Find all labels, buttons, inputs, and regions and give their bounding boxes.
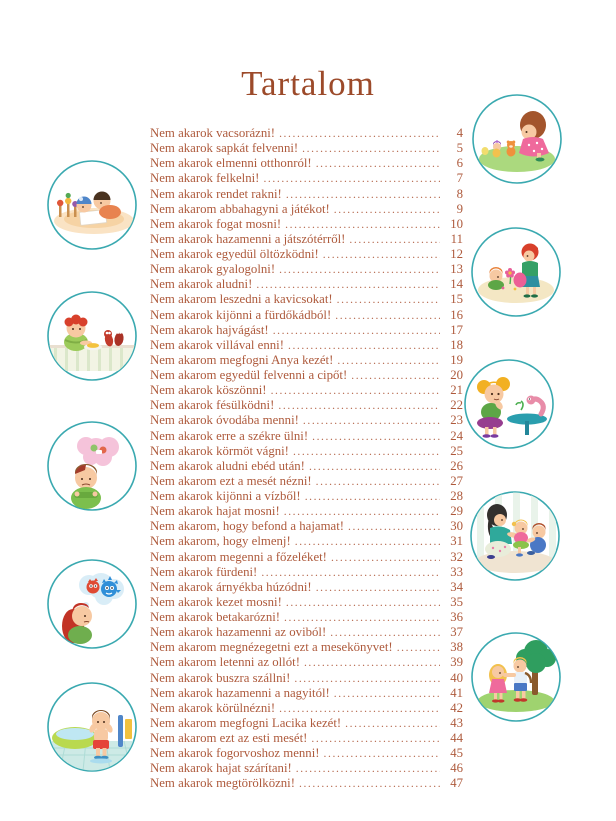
toc-entry (150, 489, 463, 504)
toc-entry-label: Nem akarok megtörölközni! (150, 776, 295, 791)
toc-entry (150, 595, 463, 610)
toc-entry (150, 232, 463, 247)
toc-entry-label: Nem akarok villával enni! (150, 337, 284, 352)
toc-leader-dots (256, 277, 440, 293)
toc-entry-page: 47 (450, 776, 463, 791)
toc-entry (150, 474, 463, 489)
toc-entry (150, 353, 463, 368)
toc-entry-label: Nem akarom, hogy elmenj! (150, 534, 291, 549)
toc-leader-dots (288, 338, 440, 354)
toc-entry-page: 28 (450, 489, 463, 503)
toc-leader-dots (337, 292, 440, 308)
toc-entry (150, 202, 463, 217)
toc-entry (150, 504, 463, 519)
toc-entry-label: Nem akarom megfogni Lacika kezét! (150, 715, 342, 730)
toc-entry (150, 413, 463, 428)
toc-entry-label: Nem akarom, hogy befond a hajamat! (150, 519, 345, 534)
toc-entry-label: Nem akarok hazamenni a nagyitól! (150, 685, 330, 700)
toc-leader-dots (279, 262, 440, 278)
toc-leader-dots (294, 671, 440, 687)
toc-entry-label: Nem akarok betakarózni! (150, 610, 281, 624)
kids-drawing-on-floor-illustration (46, 159, 138, 251)
toc-entry (150, 308, 463, 323)
toc-entry (150, 383, 463, 398)
toc-entry (150, 671, 463, 686)
toc-entry (150, 338, 463, 353)
toc-leader-dots (335, 308, 440, 324)
toc-leader-dots (305, 489, 440, 505)
toc-entry-page: 24 (450, 428, 463, 443)
boy-and-girl-by-tree-illustration (470, 631, 562, 723)
toc-entry-page: 40 (450, 670, 463, 685)
toc-entry (150, 459, 463, 474)
toc-leader-dots (309, 459, 440, 475)
toc-entry (150, 277, 463, 292)
boy-by-bathtub-illustration (46, 681, 138, 773)
toc-entry (150, 171, 463, 186)
toc-leader-dots (299, 776, 440, 792)
toc-entry (150, 368, 463, 383)
toc-entry (150, 429, 463, 444)
toc-entry-label: Nem akarom megenni a főzeléket! (150, 549, 327, 564)
toc-entry-label: Nem akarom ezt az esti mesét! (150, 731, 308, 745)
toc-leader-dots (311, 731, 440, 747)
toc-entry (150, 141, 463, 156)
toc-entry-page: 44 (450, 731, 463, 745)
toc-leader-dots (263, 171, 440, 187)
toc-entry-page: 31 (450, 534, 463, 549)
table-of-contents (150, 126, 463, 792)
mother-helping-two-children-illustration (469, 490, 561, 582)
toc-leader-dots (349, 232, 440, 248)
toc-entry-label: Nem akarok vacsorázni! (150, 126, 276, 140)
toc-entry-label: Nem akarok kezet mosni! (150, 594, 282, 609)
toc-entry-page: 43 (450, 715, 463, 730)
toc-entry (150, 686, 463, 701)
toc-entry-label: Nem akarok hajat szárítani! (150, 761, 292, 776)
toc-entry-page: 11 (450, 231, 463, 246)
toc-entry-label: Nem akarok óvodába menni! (150, 413, 299, 428)
toc-entry-page: 34 (450, 579, 463, 594)
toc-entry-label: Nem akarok egyedül öltözködni! (150, 247, 319, 261)
girl-playing-with-toys-illustration (471, 93, 563, 185)
toc-entry (150, 655, 463, 670)
toc-entry-label: Nem akarom egyedül felvenni a cipőt! (150, 368, 348, 382)
toc-entry-page: 42 (450, 700, 463, 715)
toc-entry-label: Nem akarom megnézegetni ezt a mesekönyvet! (150, 640, 393, 655)
toc-leader-dots (273, 323, 440, 339)
toc-entry-page: 20 (450, 368, 463, 382)
toc-entry (150, 126, 463, 141)
toc-entry (150, 776, 463, 791)
toc-entry (150, 550, 463, 565)
toc-entry (150, 640, 463, 655)
girl-with-worm-at-table-illustration (463, 358, 555, 450)
toc-entry (150, 292, 463, 307)
toc-leader-dots (279, 701, 440, 717)
toc-leader-dots (278, 398, 440, 414)
toc-entry-page: 46 (450, 761, 463, 776)
toc-entry-label: Nem akarok köszönni! (150, 383, 267, 398)
toc-leader-dots (312, 429, 440, 445)
toc-entry-page: 6 (456, 156, 463, 171)
toc-entry-page: 36 (450, 610, 463, 624)
toc-entry-page: 14 (450, 277, 463, 292)
toc-entry (150, 323, 463, 338)
mother-and-child-flowers-illustration (470, 226, 562, 318)
toc-entry-page: 32 (450, 549, 463, 564)
toc-entry-page: 26 (450, 458, 463, 473)
toc-entry (150, 731, 463, 746)
toc-entry (150, 625, 463, 640)
toc-leader-dots (351, 368, 440, 384)
toc-entry (150, 519, 463, 534)
toc-entry (150, 701, 463, 716)
toc-entry-page: 9 (456, 201, 463, 216)
toc-leader-dots (316, 580, 440, 596)
toc-entry-label: Nem akarom megfogni Anya kezét! (150, 352, 334, 367)
toc-leader-dots (334, 202, 440, 218)
toc-entry-label: Nem akarok aludni! (150, 277, 253, 292)
toc-entry-label: Nem akarok gyalogolni! (150, 262, 276, 277)
toc-entry-page: 25 (450, 443, 463, 458)
toc-entry-label: Nem akarok fésülködni! (150, 398, 275, 413)
toc-leader-dots (285, 217, 440, 233)
toc-leader-dots (323, 247, 440, 263)
toc-leader-dots (348, 519, 440, 535)
toc-entry-page: 30 (450, 519, 463, 534)
toc-entry-label: Nem akarok körülnézni! (150, 700, 276, 715)
girl-imagining-monsters-illustration (46, 558, 138, 650)
toc-entry-label: Nem akarok hajvágást! (150, 322, 269, 337)
toc-entry-page: 7 (456, 171, 463, 186)
toc-entry-page: 35 (450, 594, 463, 609)
toc-entry-label: Nem akarok elmenni otthonról! (150, 156, 312, 171)
grumpy-boy-daydreaming-illustration (46, 420, 138, 512)
toc-entry-page: 41 (450, 685, 463, 700)
toc-leader-dots (271, 383, 440, 399)
toc-entry-label: Nem akarok hazamenni az oviból! (150, 625, 327, 640)
toc-entry-page: 13 (450, 262, 463, 277)
toc-entry-label: Nem akarom leszedni a kavicsokat! (150, 292, 333, 307)
toc-entry-label: Nem akarok erre a székre ülni! (150, 428, 309, 443)
toc-entry (150, 746, 463, 761)
toc-entry-label: Nem akarok kijönni a fürdőkádból! (150, 307, 332, 322)
toc-leader-dots (295, 534, 440, 550)
toc-entry (150, 580, 463, 595)
toc-entry-page: 45 (450, 746, 463, 761)
toc-entry-page: 5 (456, 141, 463, 156)
toc-entry-page: 27 (450, 473, 463, 488)
toc-leader-dots (345, 716, 440, 732)
toc-entry (150, 217, 463, 232)
toc-entry-page: 12 (450, 247, 463, 261)
toc-entry-page: 19 (450, 352, 463, 367)
toc-entry-page: 37 (450, 625, 463, 640)
toc-entry-label: Nem akarok fogorvoshoz menni! (150, 746, 320, 761)
toc-entry-page: 17 (450, 322, 463, 337)
toc-entry (150, 534, 463, 549)
toc-leader-dots (316, 156, 440, 172)
toc-leader-dots (279, 126, 440, 142)
boy-at-table-with-puppets-illustration (46, 290, 138, 382)
toc-entry-page: 18 (450, 337, 463, 352)
toc-entry-page: 10 (450, 216, 463, 231)
toc-entry (150, 398, 463, 413)
toc-entry (150, 156, 463, 171)
toc-entry-label: Nem akarok aludni ebéd után! (150, 458, 305, 473)
toc-entry-label: Nem akarok felkelni! (150, 171, 260, 186)
toc-entry-page: 33 (450, 564, 463, 579)
toc-leader-dots (334, 686, 440, 702)
toc-entry-page: 22 (450, 398, 463, 413)
toc-entry-page: 16 (450, 307, 463, 322)
toc-leader-dots (286, 595, 440, 611)
toc-entry-label: Nem akarok árnyékba húzódni! (150, 579, 312, 594)
toc-entry (150, 247, 463, 262)
toc-entry-label: Nem akarok hajat mosni! (150, 504, 280, 519)
toc-leader-dots (302, 141, 440, 157)
toc-entry-page: 4 (456, 126, 463, 140)
toc-leader-dots (397, 640, 440, 656)
toc-entry-page: 8 (456, 186, 463, 201)
toc-leader-dots (284, 610, 440, 626)
toc-entry-label: Nem akarok rendet rakni! (150, 186, 282, 201)
toc-leader-dots (284, 504, 440, 520)
toc-entry-label: Nem akarom abbahagyni a játékot! (150, 201, 330, 216)
toc-entry-label: Nem akarom letenni az ollót! (150, 655, 300, 670)
toc-entry-label: Nem akarok fürdeni! (150, 564, 258, 579)
toc-entry (150, 262, 463, 277)
toc-entry-label: Nem akarok fogat mosni! (150, 216, 282, 231)
toc-entry (150, 187, 463, 202)
toc-leader-dots (330, 625, 440, 641)
toc-entry-page: 38 (450, 640, 463, 655)
page-title: Tartalom (241, 64, 375, 103)
toc-leader-dots (337, 353, 440, 369)
toc-leader-dots (286, 187, 440, 203)
toc-entry-label: Nem akarok kijönni a vízből! (150, 489, 301, 503)
toc-entry (150, 444, 463, 459)
toc-leader-dots (324, 746, 440, 762)
toc-entry-label: Nem akarom ezt a mesét nézni! (150, 473, 312, 488)
toc-entry-page: 29 (450, 504, 463, 519)
toc-entry-page: 15 (450, 292, 463, 307)
toc-entry-page: 21 (450, 383, 463, 398)
toc-leader-dots (296, 761, 440, 777)
toc-entry-page: 39 (450, 655, 463, 670)
toc-leader-dots (261, 565, 440, 581)
toc-leader-dots (293, 444, 440, 460)
toc-leader-dots (303, 413, 440, 429)
toc-entry (150, 610, 463, 625)
toc-entry (150, 565, 463, 580)
toc-entry-label: Nem akarok sapkát felvenni! (150, 141, 299, 156)
toc-entry-page: 23 (450, 413, 463, 428)
toc-leader-dots (304, 655, 440, 671)
toc-entry-label: Nem akarok buszra szállni! (150, 670, 291, 685)
toc-entry-label: Nem akarok hazamenni a játszótérről! (150, 231, 346, 246)
toc-leader-dots (331, 550, 440, 566)
toc-entry-label: Nem akarok körmöt vágni! (150, 443, 289, 458)
toc-entry (150, 716, 463, 731)
toc-entry (150, 761, 463, 776)
toc-leader-dots (316, 474, 440, 490)
